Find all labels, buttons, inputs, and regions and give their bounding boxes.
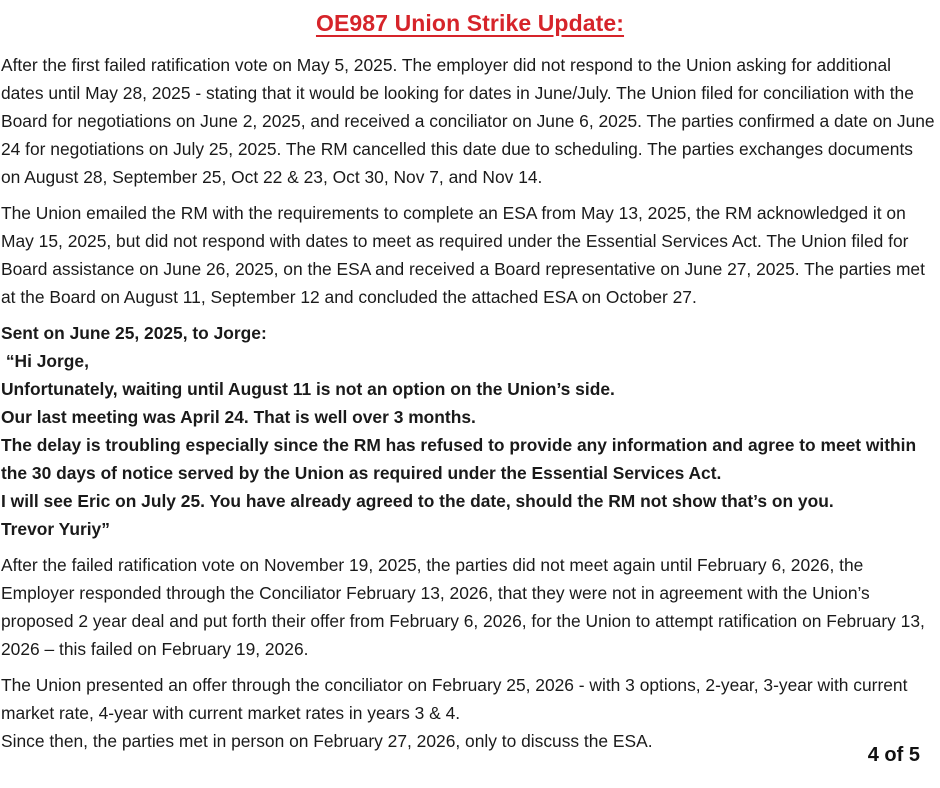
page-number: 4 of 5 xyxy=(867,744,920,766)
union-offer-line: The Union presented an offer through the conciliator on February 25, 2026 - with 3 options, 2-year, 3-year with current market rate, 4-year with current market rates in years 3 & 4. xyxy=(1,675,908,723)
page-title: OE987 Union Strike Update: xyxy=(315,10,625,36)
email-line: The delay is troubling especially since the RM has refused to provide any information and agree to meet within the 30 days of notice served by the Union as required under the Essential Services Act. xyxy=(1,435,917,483)
paragraph-esa-history: The Union emailed the RM with the requirements to complete an ESA from May 13, 2025, the RM acknowledged it on May 15, 2025, but did not respond with dates to meet as required under the Essential Services Act. The Union filed for Board assistance on June 26, 2025, on the ESA and received a Board representative on June 27, 2025. The parties met at the Board on August 11, September 12 and concluded the attached ESA on October 27. xyxy=(1,203,925,307)
email-line: Our last meeting was April 24. That is well over 3 months. xyxy=(1,407,476,427)
email-line: I will see Eric on July 25. You have already agreed to the date, should the RM not show that’s on you. xyxy=(1,491,834,511)
paragraph-union-offer xyxy=(1,671,937,755)
paragraph-failed-vote: After the failed ratification vote on November 19, 2025, the parties did not meet again until February 6, 2026, the Employer responded through the Conciliator February 13, 2026, that they were not in agreement with the Union’s proposed 2 year deal and put forth their offer from February 6, 2026, for the Union to attempt ratification on February 13, 2026 – this failed on February 19, 2026. xyxy=(1,555,925,659)
email-line: Unfortunately, waiting until August 11 is not an option on the Union’s side. xyxy=(1,379,615,399)
email-heading: Sent on June 25, 2025, to Jorge: xyxy=(1,323,267,343)
met-in-person-line: Since then, the parties met in person on February 27, 2026, only to discuss the ESA. xyxy=(1,731,653,751)
quoted-email xyxy=(1,319,937,543)
paragraph-ratification-history: After the first failed ratification vote on May 5, 2025. The employer did not respond to the Union asking for additional dates until May 28, 2025 - stating that it would be looking for dates in June/July. The Union filed for conciliation with the Board for negotiations on June 2, 2025, and received a conciliator on June 6, 2025. The parties confirmed a date on June 24 for negotiations on July 25, 2025. The RM cancelled this date due to scheduling. The parties exchanges documents on August 28, September 25, Oct 22 & 23, Oct 30, Nov 7, and Nov 14. xyxy=(1,55,935,187)
email-signature: Trevor Yuriy” xyxy=(1,519,110,539)
document-body xyxy=(1,51,937,763)
email-greeting: “Hi Jorge, xyxy=(1,351,89,371)
